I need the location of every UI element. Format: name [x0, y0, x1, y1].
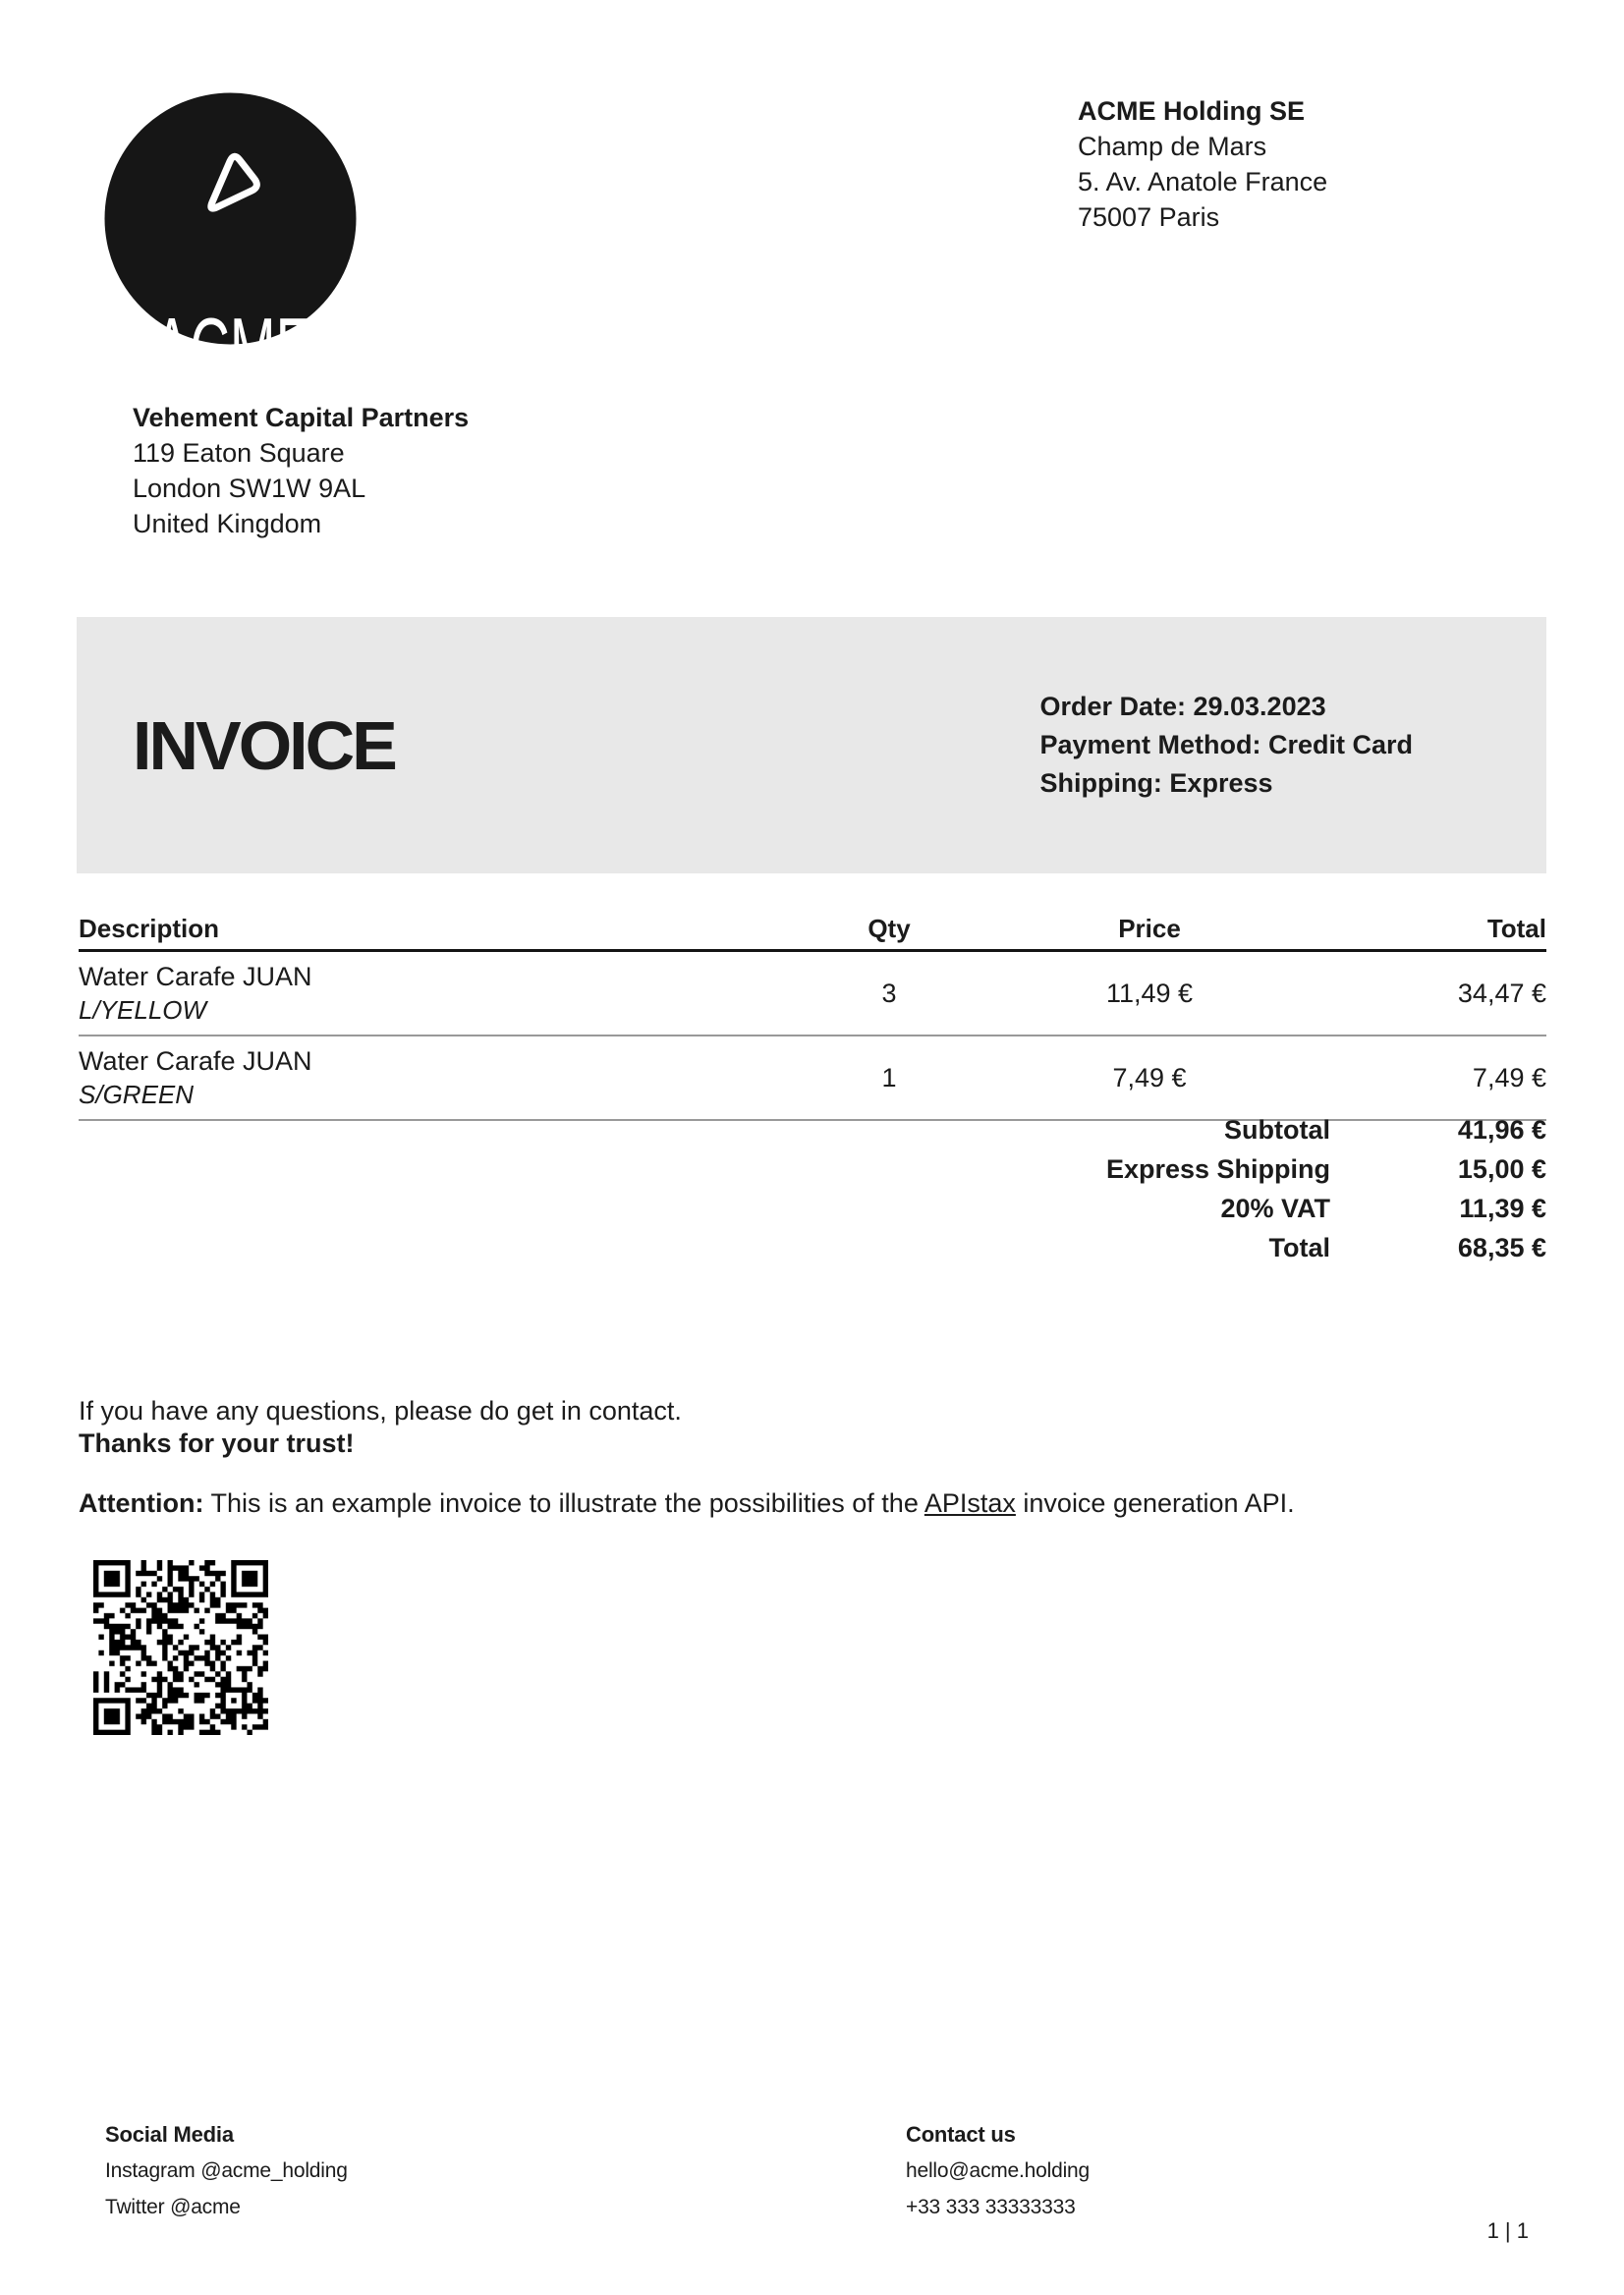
line-items-table	[79, 914, 1546, 1121]
contact-note: If you have any questions, please do get in contact.	[79, 1396, 682, 1426]
acme-logo-graphic	[103, 91, 358, 397]
summary-label: 20% VAT	[1220, 1193, 1330, 1223]
closing-message	[79, 1395, 1295, 1520]
qr-code-image	[93, 1560, 268, 1735]
attention-label: Attention:	[79, 1488, 204, 1518]
recipient-name: Vehement Capital Partners	[133, 403, 470, 432]
item-name: Water Carafe JUAN	[79, 1046, 312, 1076]
summary-value: 41,96 €	[1457, 1114, 1546, 1145]
item-variant: L/YELLOW	[79, 995, 207, 1025]
table-row	[79, 952, 1546, 1036]
sender-name: ACME Holding SE	[1078, 96, 1305, 126]
item-variant: S/GREEN	[79, 1080, 195, 1109]
acme-logo	[103, 91, 358, 397]
summary-value: 15,00 €	[1457, 1153, 1546, 1184]
footer-social	[105, 2116, 348, 2225]
logo-wordmark: ACME	[153, 300, 312, 397]
apistax-link[interactable]: APIstax	[924, 1488, 1016, 1518]
attention-note	[79, 1487, 1295, 1520]
page-number: 1 | 1	[1486, 2218, 1529, 2243]
item-price: 11,49 €	[1105, 979, 1194, 1008]
summary-label: Subtotal	[1224, 1114, 1330, 1145]
item-description-cell	[79, 960, 766, 1027]
summary-row-shipping	[79, 1149, 1546, 1189]
item-price: 7,49 €	[1112, 1063, 1187, 1092]
summary-value: 11,39 €	[1459, 1193, 1546, 1223]
table-header-row	[79, 914, 1546, 952]
sender-address-line-1: Champ de Mars	[1078, 132, 1267, 161]
payment-method: Payment Method: Credit Card	[1039, 730, 1413, 759]
summary-value: 68,35 €	[1457, 1232, 1546, 1262]
footer-phone: +33 333 33333333	[906, 2196, 1076, 2218]
item-qty: 3	[881, 979, 897, 1008]
thanks-note: Thanks for your trust!	[79, 1428, 355, 1458]
col-header-total: Total	[1486, 914, 1546, 943]
order-date: Order Date: 29.03.2023	[1039, 692, 1326, 721]
footer-email: hello@acme.holding	[906, 2159, 1090, 2182]
recipient-address	[133, 400, 469, 541]
invoice-header-band	[77, 617, 1546, 873]
col-header-description: Description	[79, 914, 220, 943]
item-qty: 1	[881, 1063, 897, 1092]
sender-address-line-3: 75007 Paris	[1078, 202, 1220, 232]
attention-text-pre: This is an example invoice to illustrate the possibilities of the	[203, 1488, 924, 1518]
col-header-price: Price	[1118, 914, 1181, 943]
footer-contact	[906, 2116, 1090, 2225]
footer-instagram: Instagram @acme_holding	[105, 2159, 348, 2182]
footer-social-title: Social Media	[105, 2122, 234, 2147]
invoice-title: INVOICE	[133, 706, 395, 784]
table-row	[79, 1036, 1546, 1121]
item-description-cell	[79, 1044, 766, 1111]
summary-row-vat	[79, 1189, 1546, 1228]
shipping-method: Shipping: Express	[1039, 768, 1273, 798]
order-meta	[1039, 688, 1413, 803]
footer-contact-title: Contact us	[906, 2122, 1016, 2147]
footer-twitter: Twitter @acme	[105, 2196, 241, 2218]
summary-label: Total	[1268, 1232, 1330, 1262]
item-total: 34,47 €	[1457, 979, 1546, 1008]
recipient-address-line-1: 119 Eaton Square	[133, 438, 345, 468]
qr-code	[93, 1560, 268, 1735]
summary-row-subtotal	[79, 1110, 1546, 1149]
recipient-address-line-2: London SW1W 9AL	[133, 474, 366, 503]
sender-address-line-2: 5. Av. Anatole France	[1078, 167, 1328, 196]
item-total: 7,49 €	[1472, 1063, 1546, 1092]
item-name: Water Carafe JUAN	[79, 962, 312, 991]
sender-address	[1078, 93, 1327, 235]
summary-row-total	[79, 1228, 1546, 1267]
totals-summary	[79, 1110, 1546, 1267]
col-header-qty: Qty	[868, 914, 911, 943]
recipient-address-line-3: United Kingdom	[133, 509, 322, 538]
summary-label: Express Shipping	[1105, 1153, 1330, 1184]
attention-text-post: invoice generation API.	[1015, 1488, 1295, 1518]
